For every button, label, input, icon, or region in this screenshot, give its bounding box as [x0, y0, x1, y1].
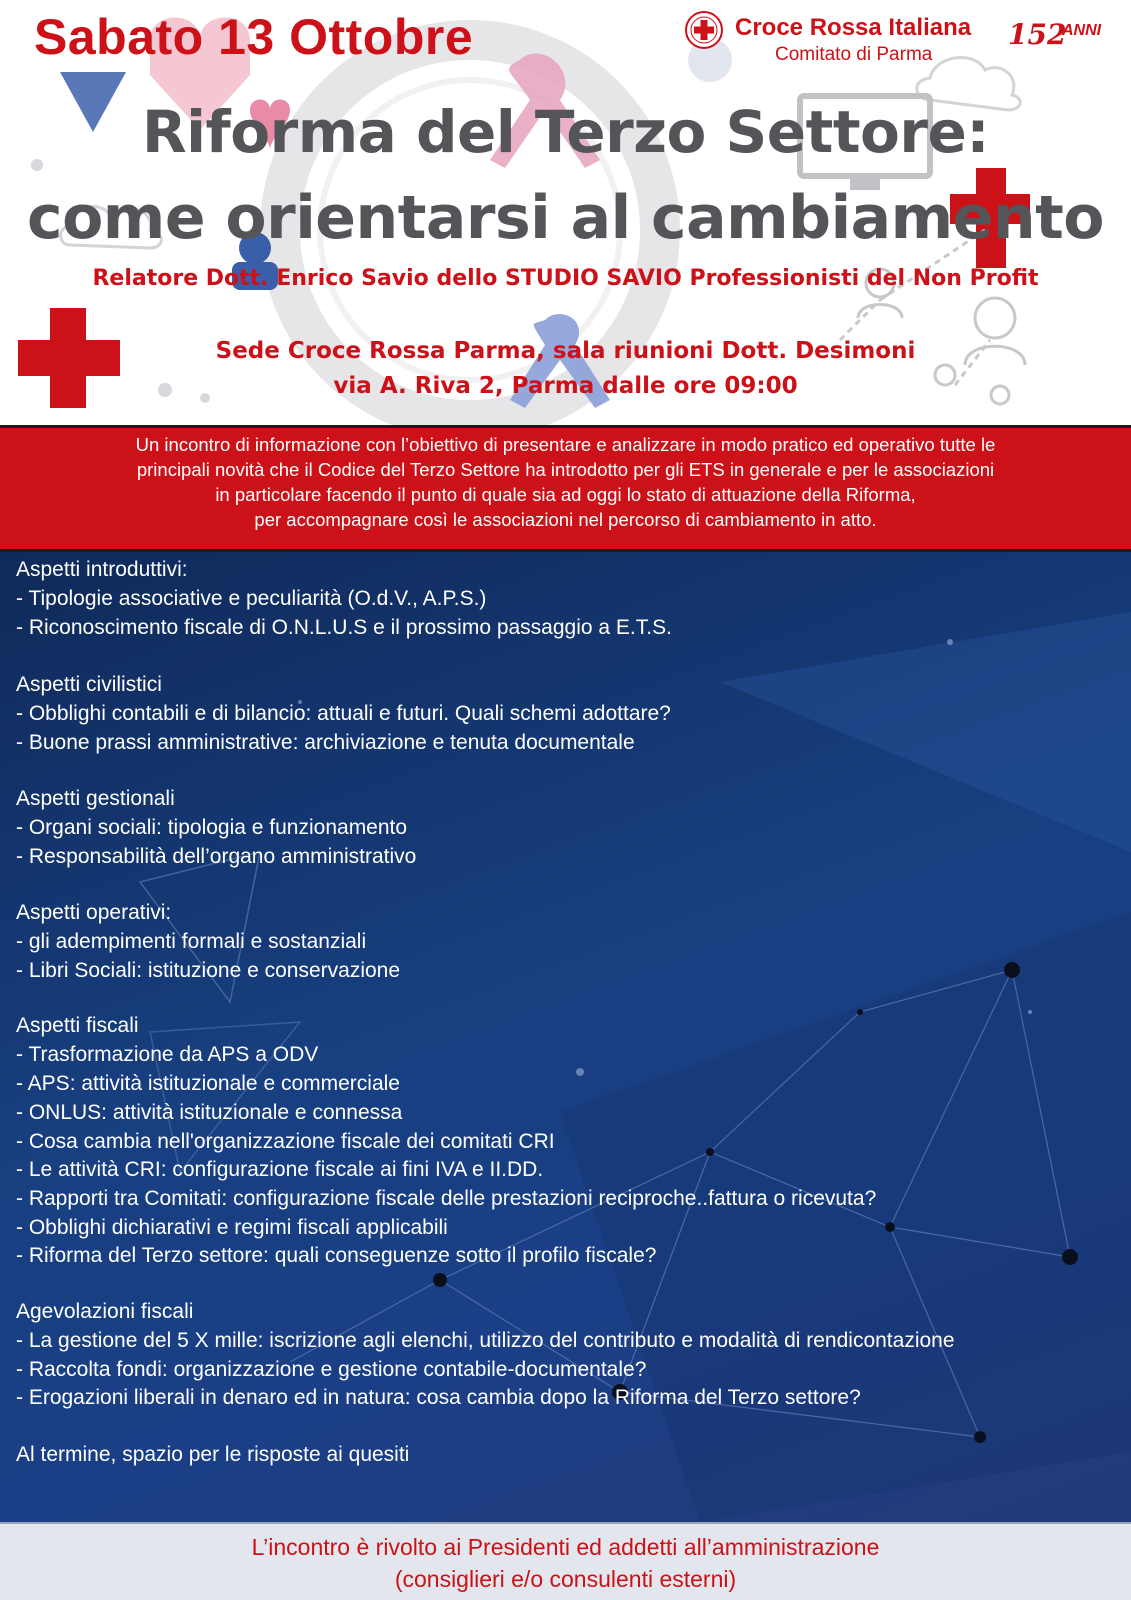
croce-rossa-logo-icon	[684, 10, 724, 50]
venue-line-1: Sede Croce Rossa Parma, sala riunioni Dott. Desimoni	[215, 338, 916, 364]
venue-line-2: via A. Riva 2, Parma dalle ore 09:00	[333, 373, 798, 399]
program-item: - La gestione del 5 X mille: iscrizione agli elenchi, utilizzo del contributo e modalità di rendicontazione	[16, 1329, 955, 1352]
audience-line-2: (consiglieri e/o consulenti esterni)	[394, 1566, 737, 1592]
anniversary-number: 152	[1008, 18, 1067, 51]
program-item: - Obblighi dichiarativi e regimi fiscali applicabili	[16, 1216, 448, 1239]
program-heading: Aspetti fiscali	[16, 1014, 139, 1037]
event-title-line-2: come orientarsi al cambiamento	[27, 183, 1104, 253]
committee-name: Comitato di Parma	[775, 44, 933, 65]
program-item: - gli adempimenti formali e sostanziali	[16, 930, 367, 953]
event-date: Sabato 13 Ottobre	[34, 9, 474, 65]
intro-line: in particolare facendo il punto di quale sia ad oggi lo stato di attuazione della Riforma,	[215, 484, 916, 505]
program-item: - Buone prassi amministrative: archiviazione e tenuta documentale	[16, 731, 635, 754]
anniversary-logo	[1006, 16, 1122, 58]
program-item: - Trasformazione da APS a ODV	[16, 1043, 319, 1066]
intro-line: per accompagnare così le associazioni nel percorso di cambiamento in atto.	[254, 509, 877, 530]
program-heading: Aspetti civilistici	[16, 673, 162, 696]
program-item: - Raccolta fondi: organizzazione e gestione contabile-documentale?	[16, 1358, 647, 1381]
program-item: - Tipologie associative e peculiarità (O.d.V., A.P.S.)	[16, 587, 487, 610]
program-heading: Agevolazioni fiscali	[16, 1300, 194, 1323]
program-item: - Cosa cambia nell'organizzazione fiscale dei comitati CRI	[16, 1130, 555, 1153]
event-title-line-1: Riforma del Terzo Settore:	[141, 98, 990, 166]
intro-band	[0, 425, 1131, 552]
intro-line: principali novità che il Codice del Terzo Settore ha introdotto per gli ETS in generale e per le associazioni	[136, 459, 995, 480]
program-item: - Obblighi contabili e di bilancio: attuali e futuri. Quali schemi adottare?	[16, 702, 671, 725]
organization-name: Croce Rossa Italiana	[735, 14, 972, 41]
program-heading: Aspetti introduttivi:	[16, 558, 188, 581]
anniversary-word: ANNI	[1062, 22, 1102, 39]
program-section	[0, 552, 1131, 1522]
program-item: - Libri Sociali: istituzione e conservazione	[16, 959, 401, 982]
program-heading: Aspetti gestionali	[16, 787, 175, 810]
program-item: - Erogazioni liberali in denaro ed in natura: cosa cambia dopo la Riforma del Terzo settore?	[16, 1386, 861, 1409]
intro-line: Un incontro di informazione con l’obiettivo di presentare e analizzare in modo pratico ed operativo tutte le	[135, 434, 996, 455]
program-item: - ONLUS: attività istituzionale e connessa	[16, 1101, 403, 1124]
speaker-line: Relatore Dott. Enrico Savio dello STUDIO SAVIO Professionisti del Non Profit	[92, 266, 1039, 291]
program-closing: Al termine, spazio per le risposte ai quesiti	[16, 1443, 410, 1466]
program-item: - Riconoscimento fiscale di O.N.L.U.S e il prossimo passaggio a E.T.S.	[16, 616, 672, 639]
audience-line-1: L’incontro è rivolto ai Presidenti ed addetti all’amministrazione	[251, 1534, 880, 1560]
program-item: - APS: attività istituzionale e commerciale	[16, 1072, 400, 1095]
program-heading: Aspetti operativi:	[16, 901, 172, 924]
program-item: - Responsabilità dell’organo amministrativo	[16, 845, 417, 868]
program-item: - Riforma del Terzo settore: quali conseguenze sotto il profilo fiscale?	[16, 1244, 657, 1267]
audience-footer	[0, 1522, 1131, 1600]
program-item: - Le attività CRI: configurazione fiscale ai fini IVA e II.DD.	[16, 1158, 544, 1181]
program-item: - Rapporti tra Comitati: configurazione fiscale delle prestazioni reciproche..fattura o ricevuta?	[16, 1187, 877, 1210]
program-item: - Organi sociali: tipologia e funzionamento	[16, 816, 408, 839]
poster-header	[0, 0, 1131, 425]
